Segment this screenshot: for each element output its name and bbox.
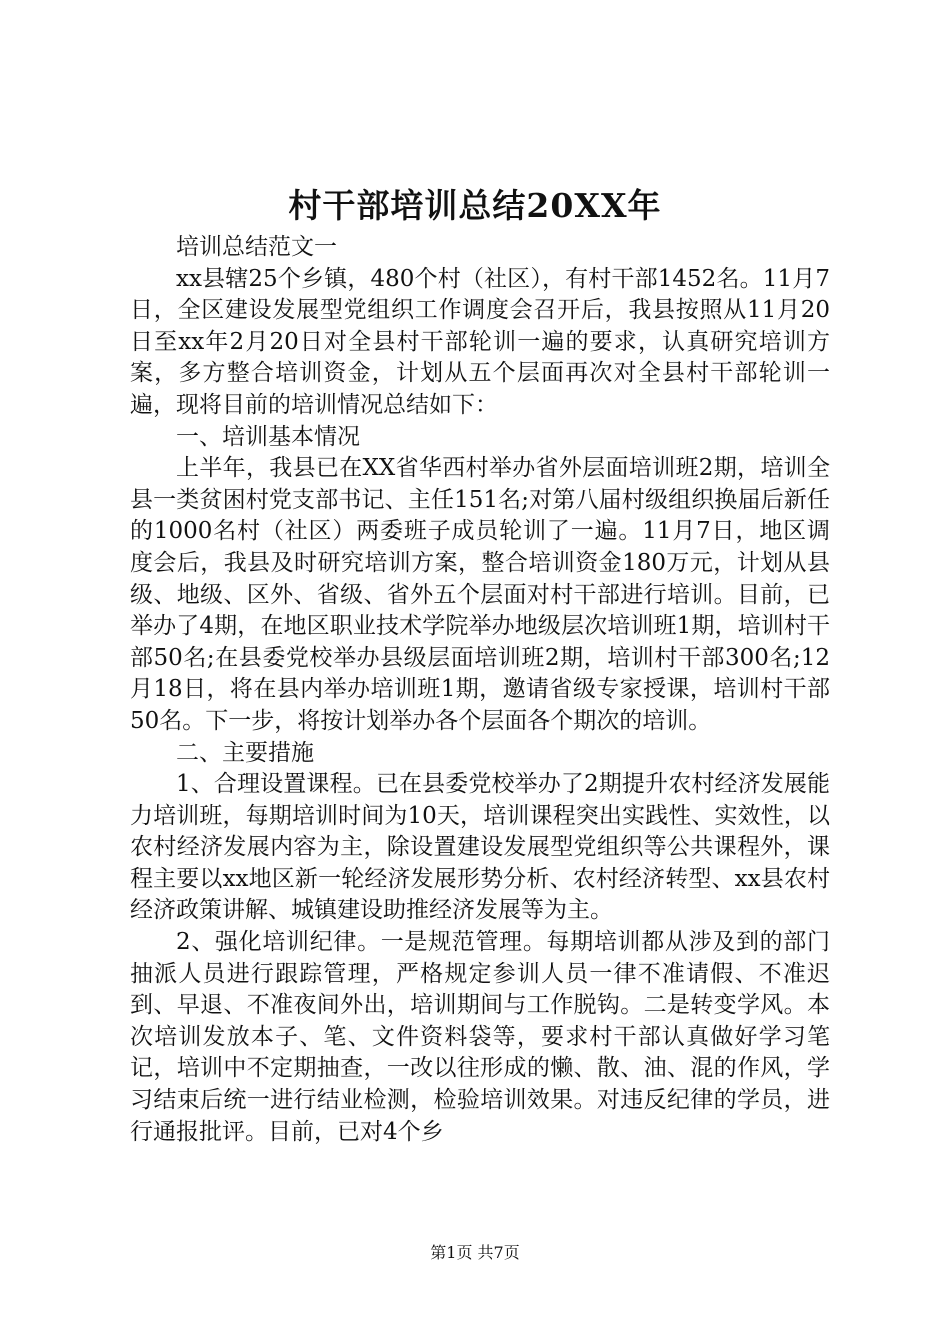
paragraph-basic-situation: 上半年，我县已在XX省华西村举办省外层面培训班2期，培训全县一类贫困村党支部书记、主任151名;对第八届村级组织换届后新任的1000名村（社区）两委班子成员轮训了一遍。11月7日，地区调度会后，我县及时研究培训方案，整合培训资金180万元，计划从县级、地级、区外、省级、省外五个层面对村干部进行培训。目前，已举办了4期，在地区职业技术学院举办地级层次培训班1期，培训村干部50名;在县委党校举办县级层面培训班2期，培训村干部300名;12月18日，将在县内举办培训班1期，邀请省级专家授课，培训村干部50名。下一步，将按计划举办各个层面各个期次的培训。 [130,455,830,734]
paragraph-measure-1: 1、合理设置课程。已在县委党校举办了2期提升农村经济发展能力培训班，每期培训时间为10天，培训课程突出实践性、实效性，以农村经济发展内容为主，除设置建设发展型党组织等公共课程外，课程主要以xx地区新一轮经济发展形势分析、农村经济转型、xx县农村经济政策讲解、城镇建设助推经济发展等为主。 [130,771,830,924]
document-title: 村干部培训总结20XX年 [288,186,662,225]
paragraph-measure-2: 2、强化培训纪律。一是规范管理。每期培训都从涉及到的部门抽派人员进行跟踪管理，严格规定参训人员一律不准请假、不准迟到、早退、不准夜间外出，培训期间与工作脱钩。二是转变学风。本次培训发放本子、笔、文件资料袋等，要求村干部认真做好学习笔记，培训中不定期抽查，一改以往形成的懒、散、油、混的作风，学习结束后统一进行结业检测，检验培训效果。对违反纪律的学员，进行通报批评。目前，已对4个乡 [130,929,830,1145]
section-heading-basic-situation: 一、培训基本情况 [176,423,360,450]
section-heading-main-measures: 二、主要措施 [176,739,314,766]
section-heading-sample: 培训总结范文一 [176,234,337,260]
page-footer: 第1页 共7页 [430,1243,520,1262]
paragraph-intro: xx县辖25个乡镇，480个村（社区），有村干部1452名。11月7日，全区建设发展型党组织工作调度会召开后，我县按照从11月20日至xx年2月20日对全县村干部轮训一遍的要求，认真研究培训方案，多方整合培训资金，计划从五个层面再次对全县村干部轮训一遍，现将目前的培训情况总结如下： [130,265,830,418]
document-body [130,232,830,1148]
